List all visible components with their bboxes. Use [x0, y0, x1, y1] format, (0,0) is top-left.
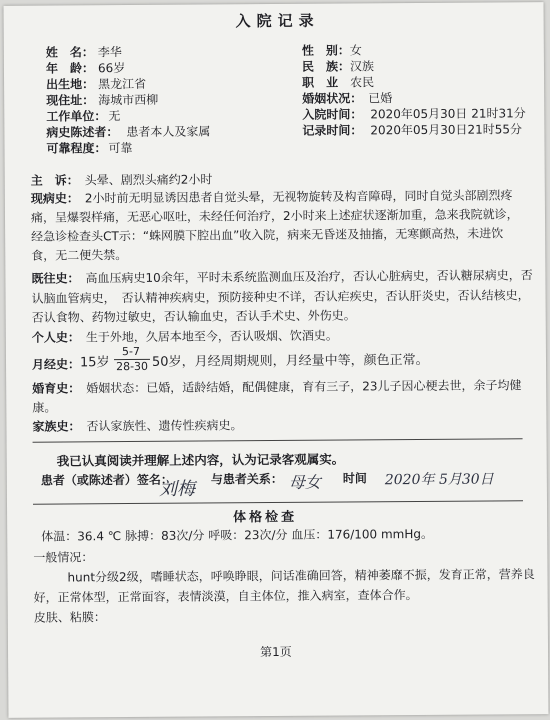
- ethnicity-value: 汉族: [349, 59, 375, 74]
- cycle-length: 28-30: [116, 359, 149, 374]
- past-history-label: 既往史：: [31, 271, 80, 286]
- marital-history-label: 婚育史：: [32, 381, 81, 396]
- exam-title: 体格检查: [233, 509, 298, 526]
- chief-complaint-text: 头晕、剧烈头痛约2小时: [84, 172, 213, 188]
- vital-signs: 体温：36.4 ℃ 脉搏：83次/分 呼吸：23次/分 血压：176/100 mmHg。: [41, 526, 434, 544]
- birthplace-value: 黑龙江省: [98, 76, 147, 92]
- name-label: 姓 名：: [45, 45, 94, 60]
- sex-value: 女: [349, 43, 362, 58]
- relation-label: 与患者关系：: [210, 471, 283, 487]
- skin-label: 皮肤、粘膜：: [33, 610, 106, 625]
- signer-label: 患者（或陈述者）签名：: [40, 472, 173, 488]
- marital-status-label: 婚姻状况：: [302, 91, 363, 106]
- present-history-line: 痛，呈爆裂样痛，无恶心呕吐，未经任何治疗，2小时来上述症状逐渐加重，急来我院就诊，: [30, 207, 519, 225]
- present-history-line: 经急诊检查头CT示：“蛛网膜下腔出血”收入院，病来无昏迷及抽搐，无寒颤高热，未进饮: [31, 226, 504, 244]
- present-history-line: 2小时前无明显诱因患者自觉头晕，无视物旋转及构音障碍，同时自觉头部剧烈疼: [84, 188, 513, 206]
- ethnicity-label: 民 族：: [301, 59, 351, 74]
- personal-history-label: 个人史：: [31, 330, 80, 345]
- menstrual-history-label: 月经史：: [31, 357, 81, 372]
- time-label: 时间: [342, 471, 367, 486]
- address-value: 海城市西柳: [98, 92, 159, 108]
- general-line: hunt分级2级，嗜睡状态，呼唤睁眼，问话准确回答，精神萎靡不振，发育正常，营养良: [67, 567, 535, 585]
- past-history-line: 高血压病史10余年，平时未系统监测血压及治疗，否认心脏病史，否认糖尿病史，否: [85, 268, 533, 286]
- menarche-age: 15岁: [79, 355, 110, 371]
- reliability-label: 可靠程度：: [46, 141, 107, 156]
- name-value: 李华: [97, 45, 122, 60]
- relation-handwritten: 母女: [288, 472, 321, 492]
- past-history-line: 认脑血管病史， 否认精神疾病史，预防接种史不详，否认疟疾史，否认肝炎史，否认结核史，: [31, 288, 530, 306]
- record-time-label: 记录时间：: [302, 123, 363, 138]
- occupation-label: 职 业: [302, 75, 339, 90]
- reliability-value: 可靠: [108, 140, 133, 156]
- family-history-text: 否认家族性、遗传性疾病史。: [86, 418, 243, 434]
- marital-status-value: 已婚: [368, 91, 393, 106]
- present-history-label: 现病史：: [30, 191, 79, 206]
- employer-label: 工作单位：: [46, 109, 107, 124]
- past-history-line: 否认食物、药物过敏史，否认输血史，否认手术史、外伤史。: [31, 308, 356, 325]
- address-label: 现住址：: [46, 93, 95, 108]
- marital-history-line: 康。: [32, 400, 57, 415]
- menstrual-history-text: 50岁，月经周期规则，月经量中等，颜色正常。: [151, 352, 429, 370]
- occupation-value: 农民: [350, 75, 375, 90]
- historian-value: 患者本人及家属: [126, 124, 211, 140]
- divider: [33, 500, 523, 504]
- record-time-value: 2020年05月30日21时55分: [370, 122, 523, 138]
- page-number: 第1页: [259, 644, 292, 660]
- admission-time-label: 入院时间：: [302, 107, 363, 122]
- family-history-label: 家族史：: [32, 419, 81, 434]
- marital-history-line: 婚姻状态：已婚，适龄结婚，配偶健康，育有三子，23儿子因心梗去世，余子均健: [86, 378, 522, 396]
- medical-record-page: [4, 2, 549, 718]
- sex-label: 性 别：: [301, 43, 350, 58]
- general-label: 一般情况：: [33, 550, 94, 565]
- page-title: 入院记录: [235, 11, 320, 31]
- chief-complaint-label: 主 诉：: [30, 173, 79, 188]
- general-line: 好，正常体型，正常面容，表情淡漠，自主体位，推入病室，查体合作。: [33, 588, 418, 605]
- patient-signature: 刘梅: [158, 478, 195, 500]
- employer-value: 无: [108, 109, 121, 124]
- personal-history-text: 生于外地，久居本地至今，否认吸烟、饮酒史。: [85, 328, 338, 345]
- present-history-line: 食，无二便失禁。: [31, 248, 128, 263]
- birthplace-label: 出生地：: [46, 77, 95, 92]
- age-value: 66岁: [97, 61, 126, 76]
- period-duration: 5-7: [121, 344, 140, 359]
- historian-label: 病史陈述者：: [46, 125, 119, 140]
- age-label: 年 龄：: [45, 61, 95, 76]
- admission-time-value: 2020年05月30日 21时31分: [370, 106, 526, 122]
- signature-date: 2020年 5月30日: [384, 471, 494, 489]
- divider: [33, 438, 523, 442]
- confirm-statement: 我已认真阅读并理解上述内容，认为记录客观属实。: [56, 451, 345, 469]
